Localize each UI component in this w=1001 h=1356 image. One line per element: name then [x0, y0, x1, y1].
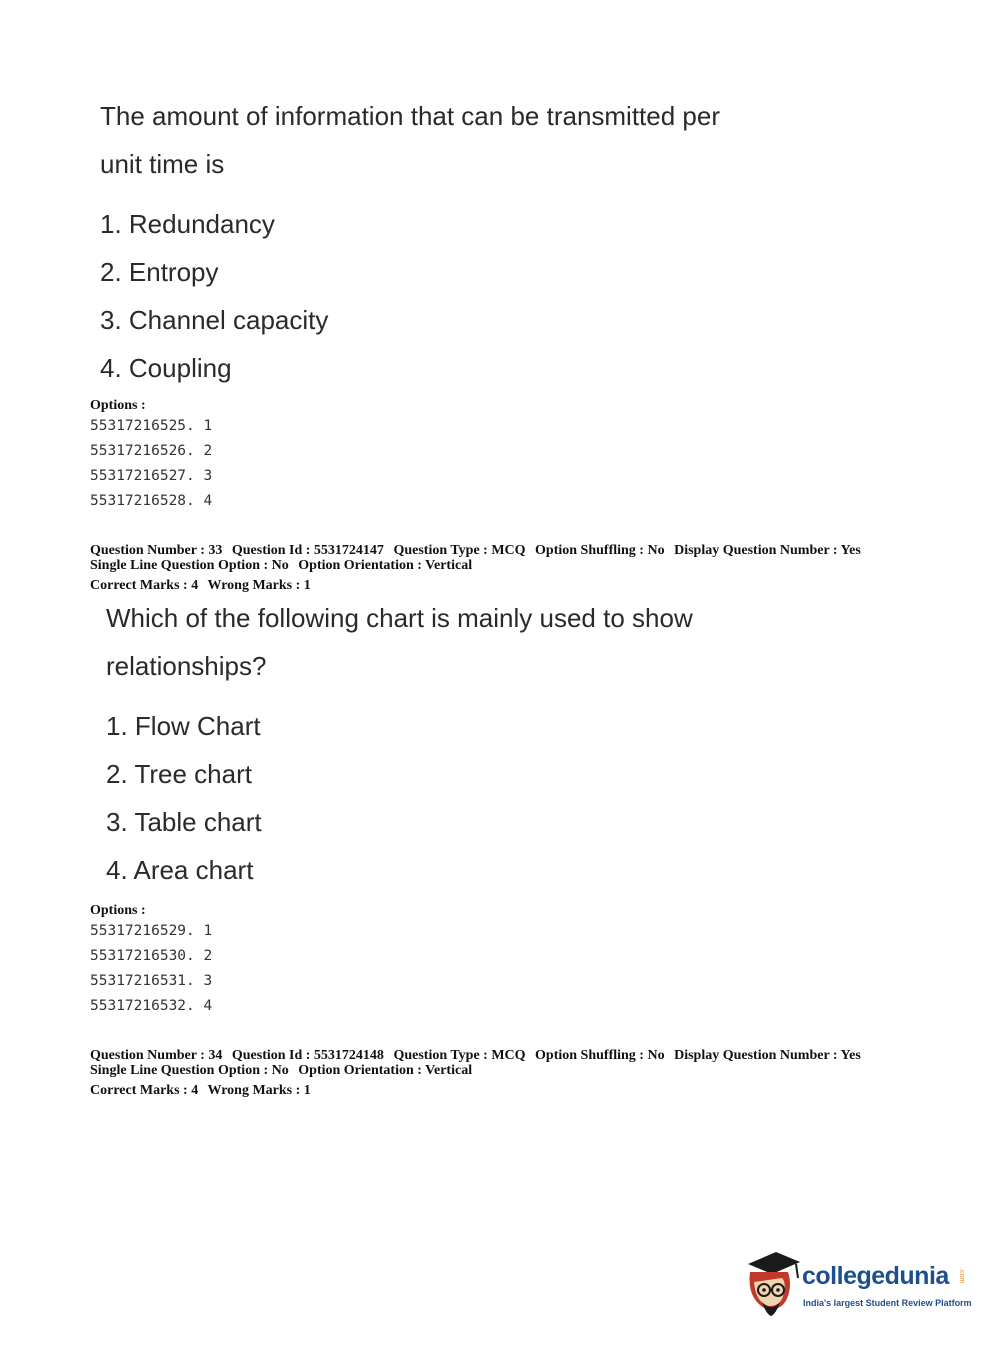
choice-list [100, 200, 720, 392]
correct-marks: Correct Marks : 4 [90, 1083, 199, 1098]
option-orientation: Option Orientation : Vertical [298, 558, 473, 573]
options-label: Options : [90, 903, 146, 918]
option-id-list [90, 919, 212, 1019]
mascot-icon [742, 1248, 802, 1320]
single-line-option: Single Line Question Option : No [90, 558, 289, 573]
display-question-number: Display Question Number : Yes [674, 543, 861, 558]
question-type: Question Type : MCQ [393, 1048, 526, 1063]
option-id-item: 55317216529. 1 [90, 923, 213, 939]
wrong-marks: Wrong Marks : 1 [207, 578, 311, 593]
question-33-meta [90, 543, 861, 593]
choice-list [106, 702, 693, 894]
choice-item: 4. Area chart [106, 855, 254, 885]
question-stem-line2: relationships? [106, 651, 267, 681]
collegedunia-logo [742, 1248, 972, 1320]
question-number: Question Number : 33 [90, 543, 223, 558]
choice-item: 2. Entropy [100, 257, 219, 287]
option-id-list [90, 414, 212, 514]
choice-item: 4. Coupling [100, 353, 232, 383]
question-stem-line1: The amount of information that can be transmitted per [100, 101, 721, 131]
single-line-option: Single Line Question Option : No [90, 1063, 289, 1078]
options-label: Options : [90, 398, 146, 413]
question-id: Question Id : 5531724147 [231, 543, 384, 558]
question-id: Question Id : 5531724148 [231, 1048, 384, 1063]
choice-item: 1. Redundancy [100, 209, 275, 239]
choice-item: 3. Table chart [106, 807, 262, 837]
logo-suffix: .com [958, 1268, 965, 1284]
option-shuffling: Option Shuffling : No [535, 543, 665, 558]
logo-wordmark: collegedunia [802, 1262, 949, 1290]
option-id-item: 55317216531. 3 [90, 973, 213, 989]
correct-marks: Correct Marks : 4 [90, 578, 199, 593]
option-id-item: 55317216528. 4 [90, 493, 213, 509]
choice-item: 3. Channel capacity [100, 305, 329, 335]
option-id-item: 55317216526. 2 [90, 443, 213, 459]
option-id-item: 55317216532. 4 [90, 998, 213, 1014]
question-32-image [100, 92, 720, 392]
choice-item: 2. Tree chart [106, 759, 252, 789]
option-id-item: 55317216530. 2 [90, 948, 213, 964]
display-question-number: Display Question Number : Yes [674, 1048, 861, 1063]
choice-item: 1. Flow Chart [106, 711, 261, 741]
wrong-marks: Wrong Marks : 1 [207, 1083, 311, 1098]
question-number: Question Number : 34 [90, 1048, 223, 1063]
option-id-item: 55317216525. 1 [90, 418, 213, 434]
question-stem-line1: Which of the following chart is mainly used to show [106, 603, 693, 633]
option-id-item: 55317216527. 3 [90, 468, 213, 484]
option-orientation: Option Orientation : Vertical [298, 1063, 473, 1078]
question-type: Question Type : MCQ [393, 543, 526, 558]
option-shuffling: Option Shuffling : No [535, 1048, 665, 1063]
logo-tagline: India's largest Student Review Platform [803, 1298, 972, 1308]
question-34-meta [90, 1048, 861, 1098]
question-stem-line2: unit time is [100, 149, 225, 179]
question-33-image [106, 594, 693, 894]
